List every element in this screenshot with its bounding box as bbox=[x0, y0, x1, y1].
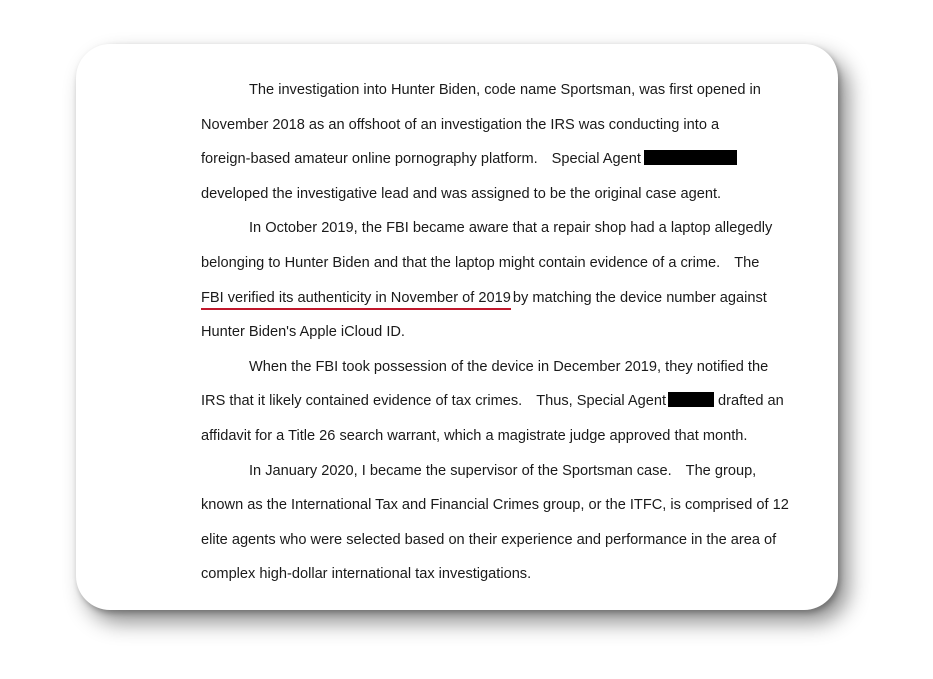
paragraph-3-line-3 bbox=[201, 419, 791, 454]
paragraph-1-line-3 bbox=[201, 142, 791, 177]
text-run: Hunter Biden's Apple iCloud ID. bbox=[201, 324, 405, 341]
text-run: by matching the device number against bbox=[512, 289, 767, 306]
text-run: The group, bbox=[685, 462, 757, 479]
text-run: IRS that it likely contained evidence of tax crimes. bbox=[201, 393, 523, 410]
paragraph-4-line-4 bbox=[201, 557, 791, 592]
text-run: foreign-based amateur online pornography platform. bbox=[201, 151, 538, 168]
text-run: November 2018 as an offshoot of an investigation the IRS was conducting into a bbox=[201, 116, 720, 133]
paragraph-1-line-4 bbox=[201, 177, 791, 212]
paragraph-1-line-1 bbox=[201, 73, 791, 108]
paragraph-2-line-3 bbox=[201, 281, 791, 316]
text-run: In October 2019, the FBI became aware that a repair shop had a laptop allegedly bbox=[249, 220, 773, 237]
text-run: affidavit for a Title 26 search warrant, which a magistrate judge approved that month. bbox=[201, 427, 748, 444]
text-run: The investigation into Hunter Biden, code name Sportsman, was first opened in bbox=[249, 82, 761, 98]
paragraph-4-line-1 bbox=[201, 454, 791, 489]
text-run: Special Agent bbox=[551, 151, 641, 168]
text-run: Thus, Special Agent bbox=[536, 393, 667, 410]
text-run: belonging to Hunter Biden and that the laptop might contain evidence of a crime. bbox=[201, 254, 721, 271]
paragraph-1-line-2 bbox=[201, 108, 791, 143]
text-run: developed the investigative lead and was assigned to be the original case agent. bbox=[201, 185, 722, 202]
document-card bbox=[76, 44, 838, 610]
paragraph-4-line-2 bbox=[201, 488, 791, 523]
text-run: known as the International Tax and Financial Crimes group, or the ITFC, is comprised of 12 bbox=[201, 497, 789, 514]
text-run: When the FBI took possession of the device in December 2019, they notified the bbox=[249, 358, 769, 375]
paragraph-3-line-1 bbox=[201, 350, 791, 385]
text-run: drafted an bbox=[718, 393, 784, 410]
paragraph-4-line-3 bbox=[201, 523, 791, 558]
text-run: In January 2020, I became the supervisor of the Sportsman case. bbox=[249, 462, 672, 479]
paragraph-2-line-2 bbox=[201, 246, 791, 281]
document-text bbox=[201, 73, 791, 592]
paragraph-2-line-4 bbox=[201, 315, 791, 350]
redaction-box bbox=[644, 150, 737, 165]
text-run: The bbox=[734, 254, 760, 271]
text-run: elite agents who were selected based on their experience and performance in the area of bbox=[201, 531, 777, 548]
paragraph-2-line-1 bbox=[201, 211, 791, 246]
text-run: complex high-dollar international tax investigations. bbox=[201, 566, 532, 583]
highlighted-phrase: FBI verified its authenticity in November of 2019 bbox=[201, 290, 511, 310]
paragraph-3-line-2 bbox=[201, 384, 791, 419]
redaction-box bbox=[668, 392, 714, 407]
